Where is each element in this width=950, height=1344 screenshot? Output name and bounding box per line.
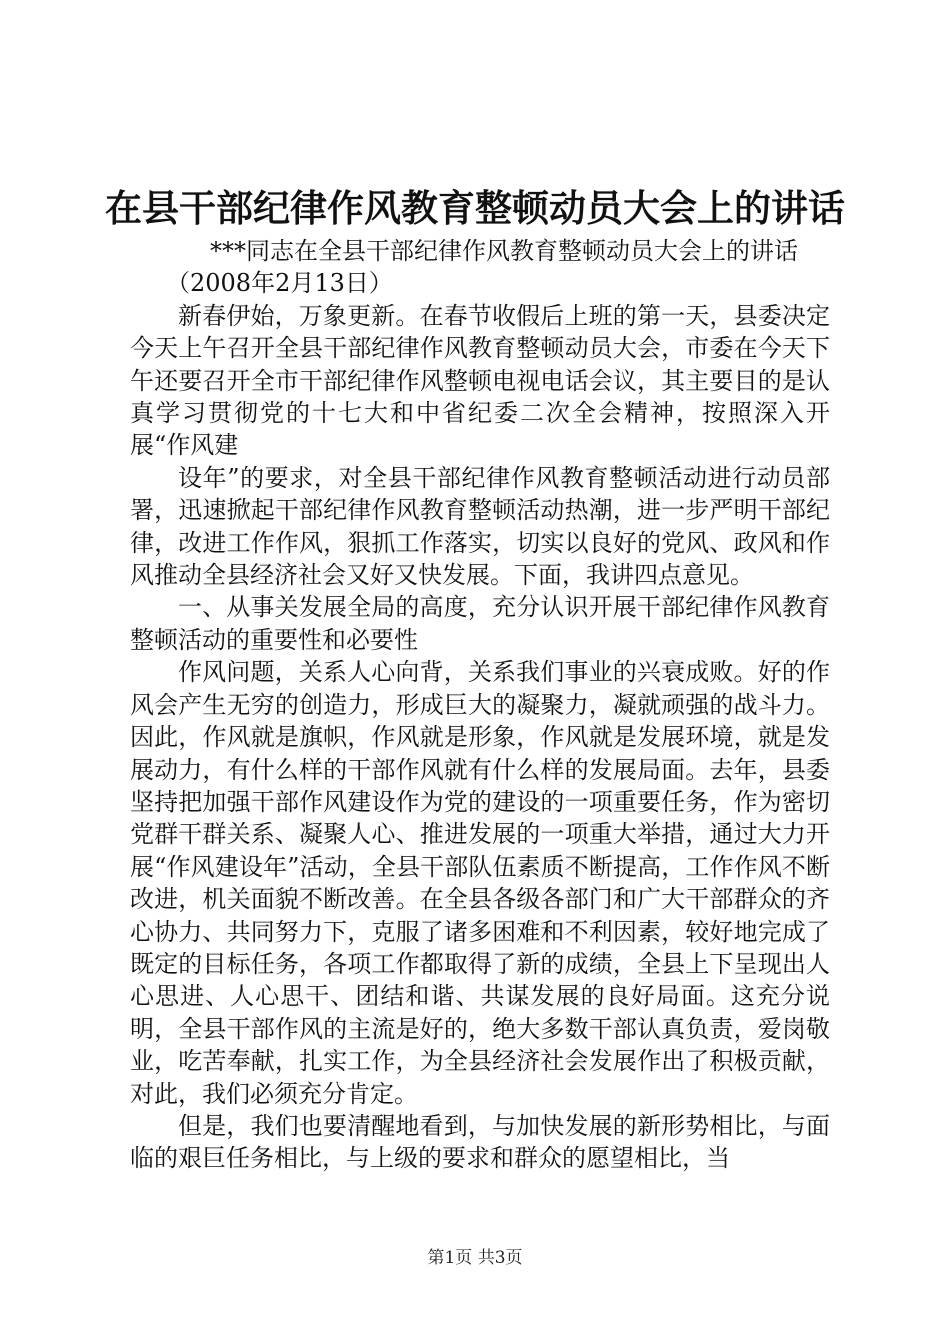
document-body [130, 235, 830, 1175]
document-date: （2008年2月13日） [166, 269, 393, 298]
paragraph: 作风问题，关系人心向背，关系我们事业的兴衰成败。好的作风会产生无穷的创造力，形成巨大的凝聚力，凝就顽强的战斗力。因此，作风就是旗帜，作风就是形象，作风就是发展环境，就是发展动力，有什么样的干部作风就有什么样的发展局面。去年，县委坚持把加强干部作风建设作为党的建设的一项重要任务，作为密切党群干群关系、凝聚人心、推进发展的一项重大举措，通过大力开展“作风建设年”活动，全县干部队伍素质不断提高，工作作风不断改进，机关面貌不断改善。在全县各级各部门和广大干部群众的齐心协力、共同努力下，克服了诸多困难和不利因素，较好地完成了既定的目标任务，各项工作都取得了新的成绩，全县上下呈现出人心思进、人心思干、团结和谐、共谋发展的良好局面。这充分说明，全县干部作风的主流是好的，绝大多数干部认真负责，爱岗敬业，吃苦奉献，扎实工作，为全县经济社会发展作出了积极贡献，对此，我们必须充分肯定。 [130, 658, 830, 1108]
paragraph: 设年”的要求，对全县干部纪律作风教育整顿活动进行动员部署，迅速掀起干部纪律作风教育整顿活动热潮，进一步严明干部纪律，改进工作作风，狠抓工作落实，切实以良好的党风、政风和作风推动全县经济社会又好又快发展。下面，我讲四点意见。 [130, 463, 830, 590]
document-title: 在县干部纪律作风教育整顿动员大会上的讲话 [105, 186, 845, 230]
document-subtitle: ***同志在全县干部纪律作风教育整顿动员大会上的讲话 [210, 237, 798, 265]
page-number: 第1页 共3页 [427, 1248, 523, 1268]
paragraph: 但是，我们也要清醒地看到，与加快发展的新形势相比，与面临的艰巨任务相比，与上级的要求和群众的愿望相比，当 [130, 1111, 830, 1173]
paragraph: 新春伊始，万象更新。在春节收假后上班的第一天，县委决定今天上午召开全县干部纪律作风教育整顿动员大会，市委在今天下午还要召开全市干部纪律作风整顿电视电话会议，其主要目的是认真学习贯彻党的十七大和中省纪委二次全会精神，按照深入开展“作风建 [130, 301, 830, 460]
section-heading: 一、从事关发展全局的高度，充分认识开展干部纪律作风教育整顿活动的重要性和必要性 [130, 593, 830, 654]
